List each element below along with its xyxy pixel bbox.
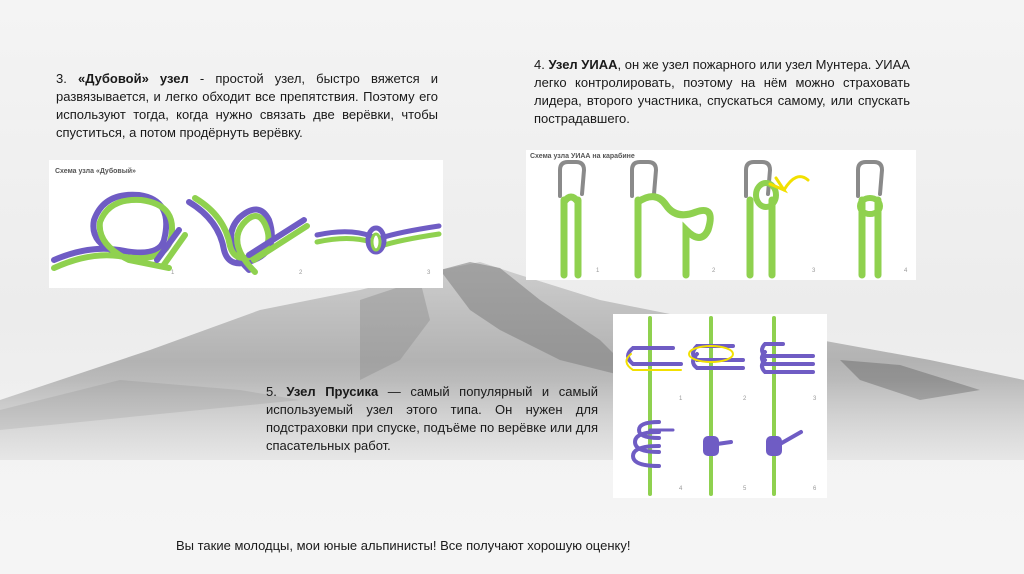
oak-step-num-3: 3: [427, 270, 431, 276]
uiaa-knot-caption: Схема узла УИАА на карабине: [530, 153, 635, 160]
section-4-title: Узел УИАА: [548, 57, 618, 72]
section-3-number: 3.: [56, 71, 67, 86]
section-5-title: Узел Прусика: [286, 384, 379, 399]
uiaa-step-num-1: 1: [596, 268, 600, 274]
uiaa-knot-steps: [526, 150, 916, 280]
section-4-text: [534, 56, 910, 128]
prusik-step-3: [762, 344, 813, 372]
oak-knot-step-3: [317, 226, 439, 252]
section-4-number: 4.: [534, 57, 545, 72]
uiaa-step-4: [858, 162, 882, 275]
prusik-knot-steps: [613, 314, 827, 498]
prusik-step-num-5: 5: [743, 486, 747, 492]
section-3-body: - простой узел, быстро вяжется и развязывается, и легко обходит все препятствия. Поэтому его используют тогда, когда нужно связать две верёвки, чтобы спуститься, а потом продёрнуть верёвку.: [56, 71, 438, 140]
prusik-step-1: [626, 348, 681, 370]
uiaa-step-num-2: 2: [712, 268, 716, 274]
oak-step-num-1: 1: [171, 270, 175, 276]
prusik-step-4: [633, 422, 673, 466]
oak-knot-step-1: [54, 195, 185, 268]
section-5-text: [266, 383, 598, 455]
uiaa-step-num-4: 4: [904, 268, 908, 274]
section-4-body: , он же узел пожарного или узел Мунтера. УИАА легко контролировать, поэтому на нём можно страховать лидера, второго участника, спускаться самому, или спускать пострадавшего.: [534, 57, 910, 126]
section-3-text: [56, 70, 438, 142]
prusik-step-num-6: 6: [813, 486, 817, 492]
prusik-step-num-1: 1: [679, 396, 683, 402]
uiaa-step-1: [560, 162, 584, 275]
uiaa-step-2: [632, 162, 710, 275]
prusik-step-num-3: 3: [813, 396, 817, 402]
oak-knot-step-2: [189, 198, 307, 272]
oak-step-num-2: 2: [299, 270, 303, 276]
section-5-number: 5.: [266, 384, 277, 399]
uiaa-knot-diagram: [526, 150, 916, 280]
section-3-title: «Дубовой» узел: [77, 71, 189, 86]
oak-knot-steps: [49, 160, 443, 288]
prusik-knot-diagram: [613, 314, 827, 498]
prusik-step-5: [705, 438, 731, 454]
uiaa-step-num-3: 3: [812, 268, 816, 274]
prusik-step-num-2: 2: [743, 396, 747, 402]
prusik-step-2: [689, 346, 743, 368]
oak-knot-caption: Схема узла «Дубовый»: [55, 168, 136, 175]
section-5-body: — самый популярный и самый используемый узел этого типа. Он нужен для подстраховки при спуске, подъёме по верёвке или для спасательных работ.: [266, 384, 598, 453]
oak-knot-diagram: [49, 160, 443, 288]
footer-message: Вы такие молодцы, мои юные альпинисты! Все получают хорошую оценку!: [176, 538, 631, 553]
uiaa-step-3: [746, 162, 808, 275]
prusik-step-num-4: 4: [679, 486, 683, 492]
